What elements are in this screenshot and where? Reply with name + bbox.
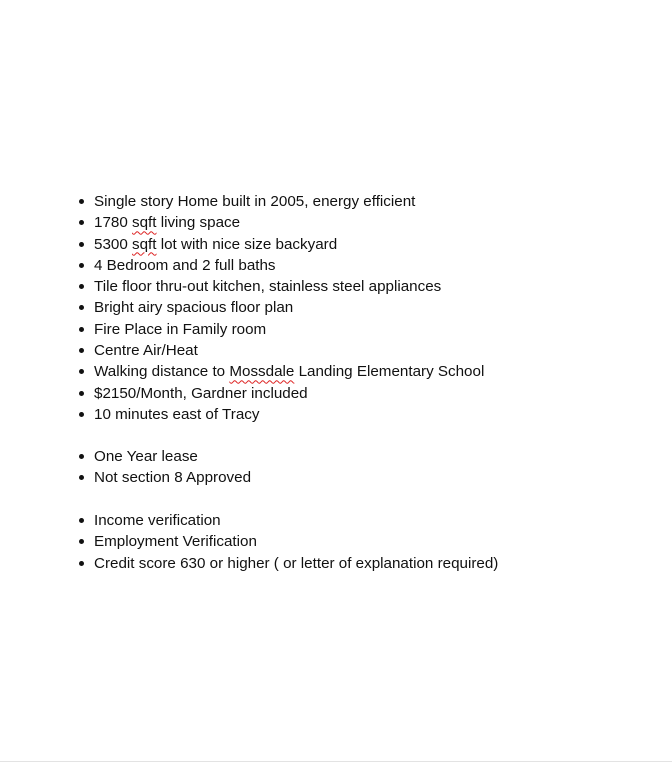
text-run: $2150/Month, Gardner included [94,384,308,402]
bullet-icon [79,348,84,353]
text-run: Landing Elementary School [294,363,485,381]
bullet-icon [79,220,84,225]
bullet-icon [79,327,84,332]
text-run: lot with nice size backyard [156,235,338,253]
text-run: Single story Home built in 2005, energy efficient [94,193,416,210]
text-run: Income verification [94,512,221,529]
text-run: Not section 8 Approved [94,469,252,487]
page-bottom-divider [0,761,672,762]
bullet-icon [79,539,84,544]
list-item-text [94,191,415,212]
list-item-text [94,510,221,531]
text-run: 1780 [94,214,133,232]
list-item-text [94,319,266,340]
list-item-text [94,255,276,276]
bullet-icon [79,412,84,417]
text-run: Walking distance to [94,363,230,381]
list-item-text [94,212,240,233]
list-item-text [94,340,198,361]
misspelled-word: Mossdale [229,363,295,381]
bullet-icon [79,454,84,459]
bullet-icon [79,391,84,396]
bullet-icon [79,199,84,204]
text-run: One Year lease [94,448,198,465]
text-run: Bright airy spacious floor plan [94,299,294,317]
text-run: 5300 [94,235,133,253]
text-run: Fire Place in Family room [94,320,267,338]
list-item-text [94,531,257,552]
bullet-icon [79,284,84,289]
list-item-text [94,361,484,382]
bullet-icon [79,369,84,374]
list-item-text [94,297,293,318]
text-run: Centre Air/Heat [94,342,198,360]
text-run: living space [156,214,241,232]
list-item-text [94,234,337,255]
bullet-icon [79,305,84,310]
text-run: Tile floor thru-out kitchen, stainless steel appliances [94,278,442,296]
misspelled-word: sqft [132,214,157,232]
text-run: Credit score 630 or higher ( or letter of explanation required) [94,554,499,572]
bullet-icon [79,242,84,247]
list-item-text [94,553,498,574]
text-run: 4 Bedroom and 2 full baths [94,256,276,274]
text-run: Employment Verification [94,533,257,551]
list-item-text [94,446,198,467]
bullet-icon [79,263,84,268]
list-item-text [94,276,441,297]
bullet-icon [79,561,84,566]
text-run: 10 minutes east of Tracy [94,405,260,423]
list-item-text [94,404,259,425]
list-item-text [94,383,308,404]
bullet-icon [79,518,84,523]
misspelled-word: sqft [132,235,157,253]
bullet-icon [79,475,84,480]
list-item-text [94,467,251,488]
